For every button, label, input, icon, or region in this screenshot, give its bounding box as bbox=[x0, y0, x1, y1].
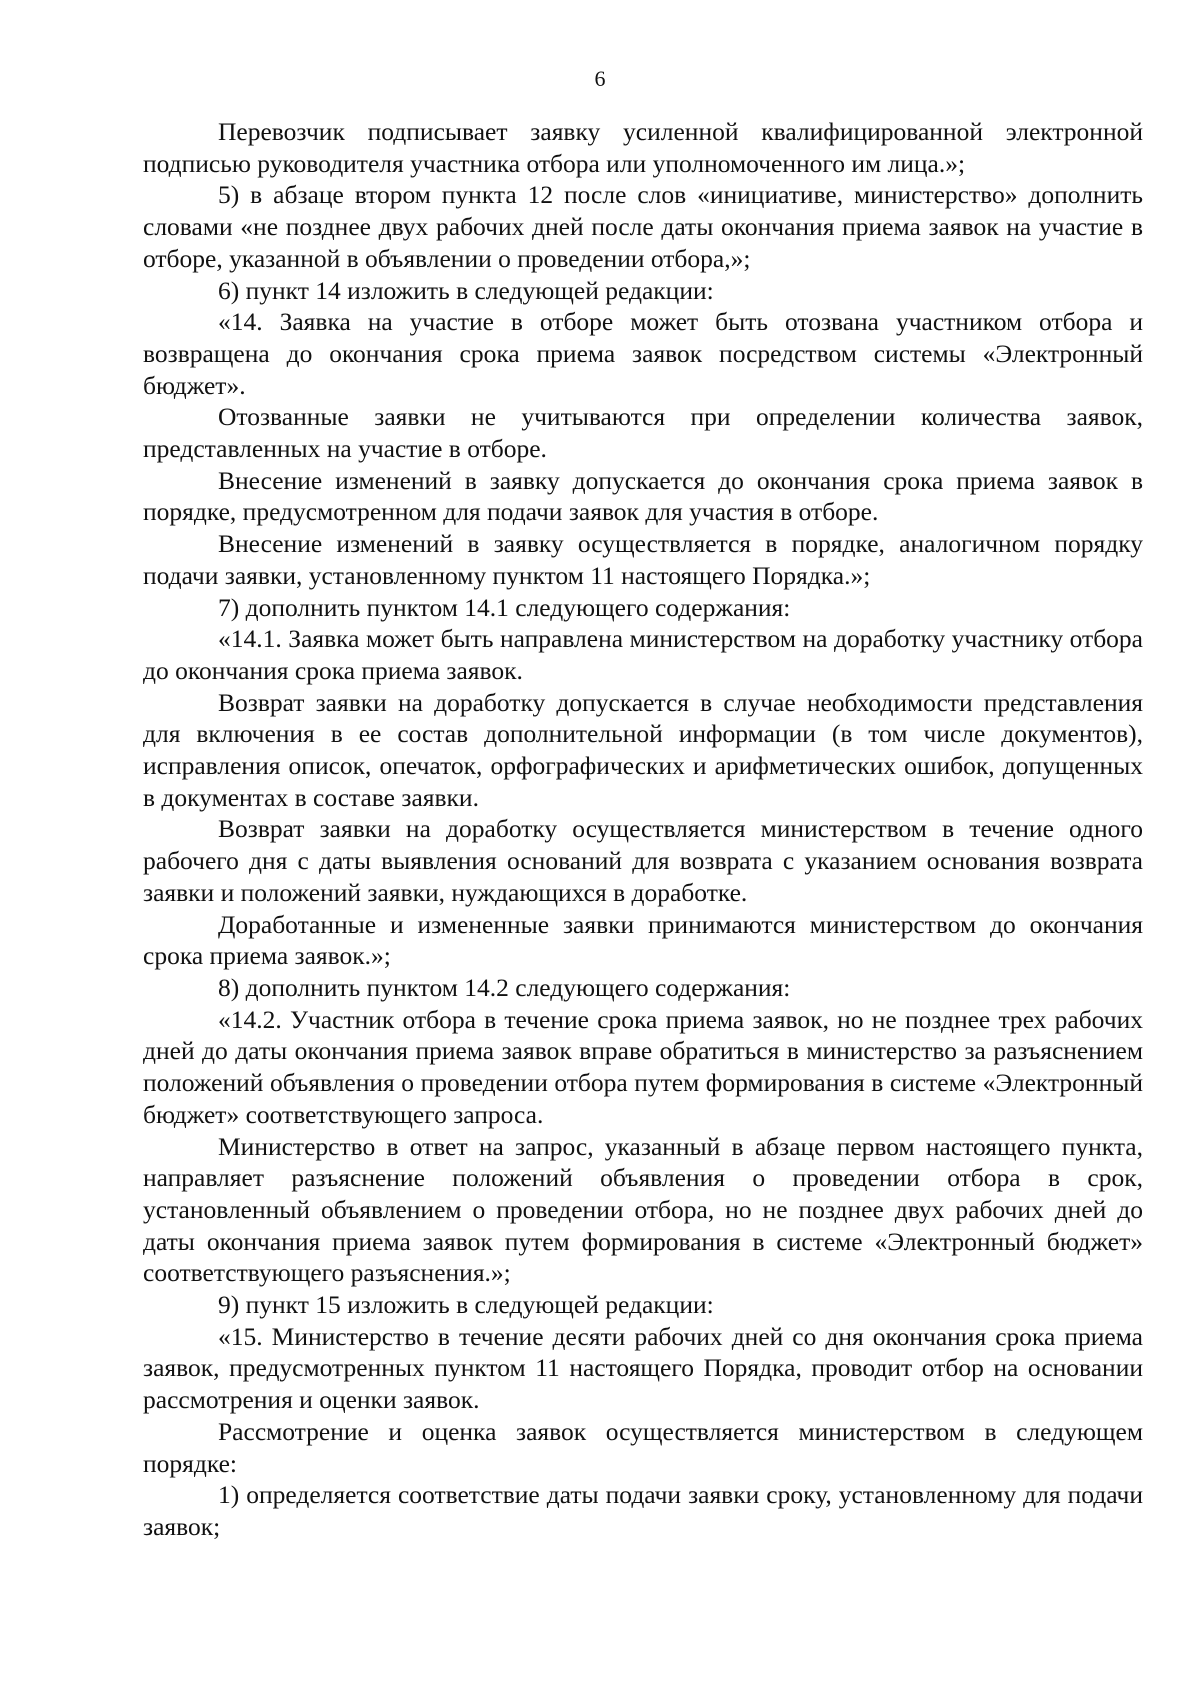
paragraph: 7) дополнить пунктом 14.1 следующего содержания: bbox=[218, 592, 791, 622]
paragraph: Министерство в ответ на запрос, указанный в абзаце первом настоящего пункта, направляет разъяснение положений объявления о проведении отбора в срок, установленный объявлением о проведении отбора, но не позднее двух рабочих дней до даты окончания приема заявок путем формирования в системе «Электронный бюджет» соответствующего разъяснения.»; bbox=[143, 1131, 1143, 1288]
paragraph: Перевозчик подписывает заявку усиленной квалифицированной электронной подписью руководителя участника отбора или уполномоченного им лица.»; bbox=[143, 117, 1143, 178]
paragraph: Внесение изменений в заявку осуществляется в порядке, аналогичном порядку подачи заявки, установленному пунктом 11 настоящего Порядка.»; bbox=[143, 529, 1143, 590]
paragraph: «14.2. Участник отбора в течение срока приема заявок, но не позднее трех рабочих дней до даты окончания приема заявок вправе обратиться в министерство за разъяснением положений объявления о проведении отбора путем формирования в системе «Электронный бюджет» соответствующего запроса. bbox=[143, 1004, 1143, 1129]
paragraph: 1) определяется соответствие даты подачи заявки сроку, установленному для подачи заявок; bbox=[143, 1480, 1143, 1541]
paragraph: Возврат заявки на доработку осуществляется министерством в течение одного рабочего дня с даты выявления оснований для возврата с указанием основания возврата заявки и положений заявки, нуждающихся в доработке. bbox=[143, 814, 1143, 907]
paragraph: Внесение изменений в заявку допускается до окончания срока приема заявок в порядке, предусмотренном для подачи заявок для участия в отборе. bbox=[143, 465, 1143, 527]
paragraph: Возврат заявки на доработку допускается в случае необходимости представления для включения в ее состав дополнительной информации (в том числе документов), исправления описок, опечаток, орфографических и арифметических ошибок, допущенных в документах в составе заявки. bbox=[143, 687, 1143, 812]
paragraph: 6) пункт 14 изложить в следующей редакции: bbox=[218, 275, 714, 305]
paragraph: 5) в абзаце втором пункта 12 после слов «инициативе, министерство» дополнить словами «не позднее двух рабочих дней после даты окончания приема заявок на участие в отборе, указанной в объявлении о проведении отбора,»; bbox=[143, 180, 1143, 273]
paragraph: «14. Заявка на участие в отборе может быть отозвана участником отбора и возвращена до окончания срока приема заявок посредством системы «Электронный бюджет». bbox=[143, 307, 1143, 400]
paragraph: Рассмотрение и оценка заявок осуществляется министерством в следующем порядке: bbox=[143, 1416, 1143, 1478]
paragraph: Доработанные и измененные заявки принимаются министерством до окончания срока приема заявок.»; bbox=[143, 909, 1143, 971]
document-body bbox=[143, 116, 1143, 1543]
page-number: 6 bbox=[594, 66, 606, 91]
paragraph: 9) пункт 15 изложить в следующей редакции: bbox=[218, 1290, 714, 1320]
paragraph: «14.1. Заявка может быть направлена министерством на доработку участнику отбора до окончания срока приема заявок. bbox=[143, 624, 1143, 685]
paragraph: Отозванные заявки не учитываются при определении количества заявок, представленных на участие в отборе. bbox=[143, 402, 1143, 464]
paragraph: «15. Министерство в течение десяти рабочих дней со дня окончания срока приема заявок, предусмотренных пунктом 11 настоящего Порядка, проводит отбор на основании рассмотрения и оценки заявок. bbox=[143, 1321, 1143, 1415]
paragraph: 8) дополнить пунктом 14.2 следующего содержания: bbox=[218, 972, 791, 1002]
